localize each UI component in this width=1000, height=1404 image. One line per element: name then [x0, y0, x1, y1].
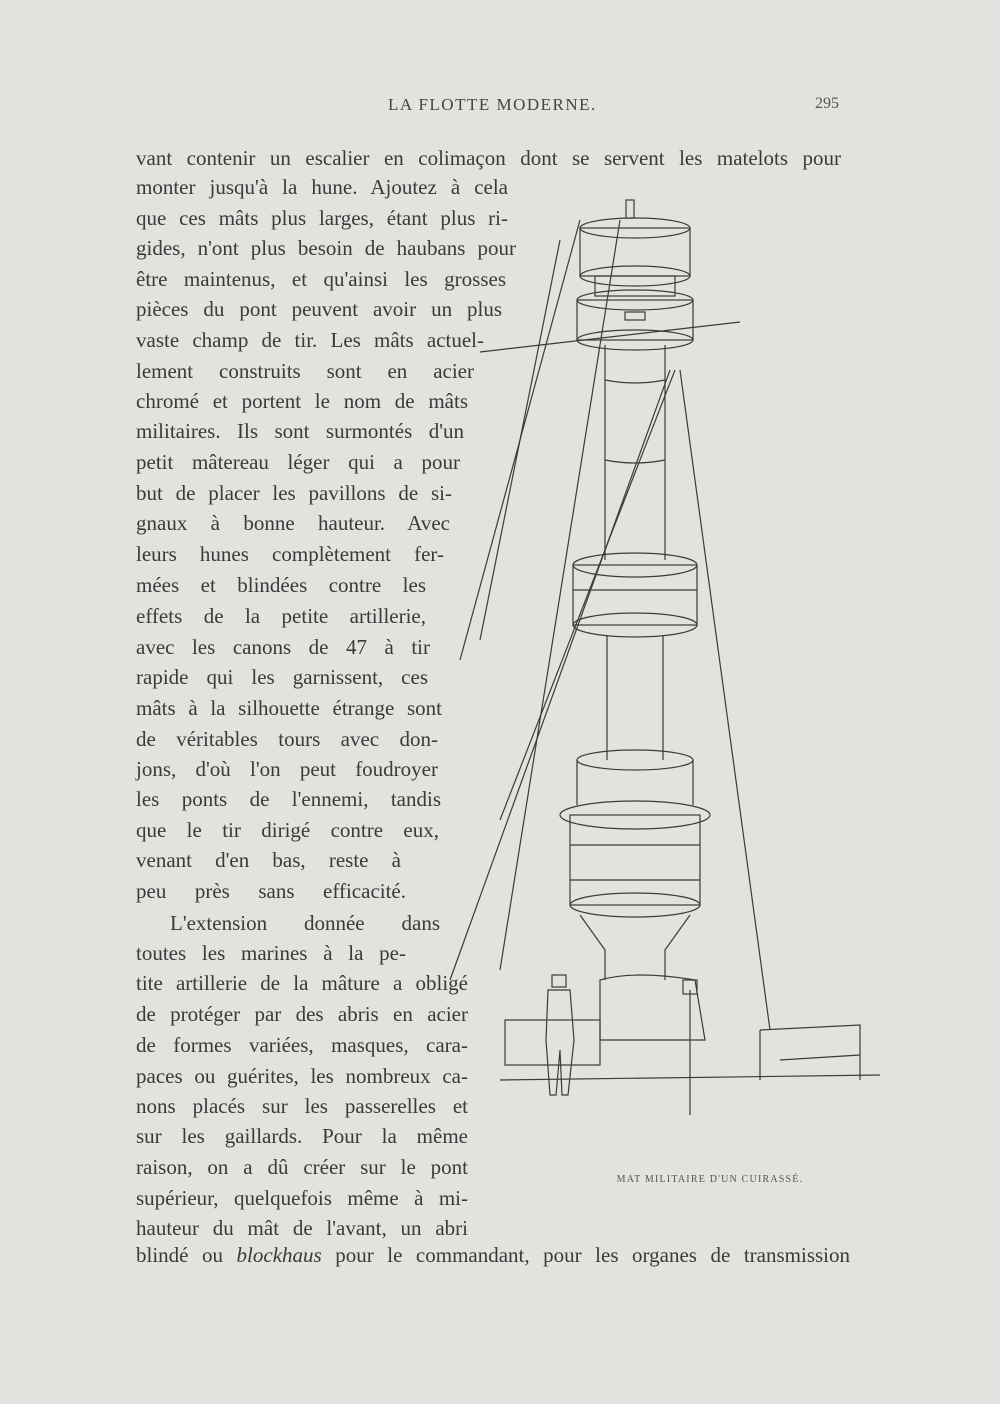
text-line: peu près sans efficacité. — [136, 879, 406, 903]
text-line: gnaux à bonne hauteur. Avec — [136, 511, 450, 535]
text-segment: pour le commandant, pour les organes de transmission — [321, 1243, 850, 1267]
text-line: que le tir dirigé contre eux, — [136, 818, 439, 842]
text-line: nons placés sur les passerelles et — [136, 1094, 468, 1118]
text-line: être maintenus, et qu'ainsi les grosses — [136, 267, 506, 291]
text-line: mées et blindées contre les — [136, 573, 426, 597]
rigging-line — [480, 240, 560, 640]
text-line: supérieur, quelquefois même à mi- — [136, 1186, 468, 1210]
text-line: pièces du pont peuvent avoir un plus — [136, 297, 502, 321]
figure-caption: MAT MILITAIRE D'UN CUIRASSÉ. — [616, 1174, 804, 1185]
text-line: militaires. Ils sont surmontés d'un — [136, 419, 464, 443]
military-mast-illustration — [440, 180, 900, 1140]
text-line: venant d'en bas, reste à — [136, 848, 401, 872]
text-line: vaste champ de tir. Les mâts actuel- — [136, 328, 484, 352]
text-line: hauteur du mât de l'avant, un abri — [136, 1216, 468, 1240]
text-line: L'extension donnée dans — [170, 911, 440, 935]
page-number: 295 — [815, 95, 839, 112]
text-line: gides, n'ont plus besoin de haubans pour — [136, 236, 516, 260]
text-line: paces ou guérites, les nombreux ca- — [136, 1064, 468, 1088]
text-line: que ces mâts plus larges, étant plus ri- — [136, 206, 508, 230]
text-line: toutes les marines à la pe- — [136, 941, 406, 965]
text-line: effets de la petite artillerie, — [136, 604, 426, 628]
text-line: sur les gaillards. Pour la même — [136, 1124, 468, 1148]
text-line: monter jusqu'à la hune. Ajoutez à cela — [136, 175, 508, 199]
text-line: petit mâtereau léger qui a pour — [136, 450, 460, 474]
text-line: de protéger par des abris en acier — [136, 1002, 468, 1026]
text-line: chromé et portent le nom de mâts — [136, 389, 468, 413]
text-line: raison, on a dû créer sur le pont — [136, 1155, 468, 1179]
running-head: LA FLOTTE MODERNE. — [388, 95, 597, 114]
yard-arm — [480, 322, 740, 352]
text-line: avec les canons de 47 à tir — [136, 635, 430, 659]
text-line: lement construits sont en acier — [136, 359, 474, 383]
text-line: tite artillerie de la mâture a obligé — [136, 971, 468, 995]
text-line: jons, d'où l'on peut foudroyer — [136, 757, 438, 781]
text-line: but de placer les pavillons de si- — [136, 481, 452, 505]
rigging-line — [680, 370, 770, 1030]
text-line: de formes variées, masques, cara- — [136, 1033, 468, 1057]
text-line: de véritables tours avec don- — [136, 727, 438, 751]
text-line-last — [136, 1240, 850, 1270]
text-line: mâts à la silhouette étrange sont — [136, 696, 442, 720]
text-line: rapide qui les garnissent, ces — [136, 665, 428, 689]
text-line: les ponts de l'ennemi, tandis — [136, 787, 441, 811]
text-line: leurs hunes complètement fer- — [136, 542, 444, 566]
text-segment: blindé ou — [136, 1243, 237, 1267]
text-line: vant contenir un escalier en colimaçon dont se servent les matelots pour — [136, 146, 841, 170]
italic-term: blockhaus — [236, 1243, 322, 1267]
